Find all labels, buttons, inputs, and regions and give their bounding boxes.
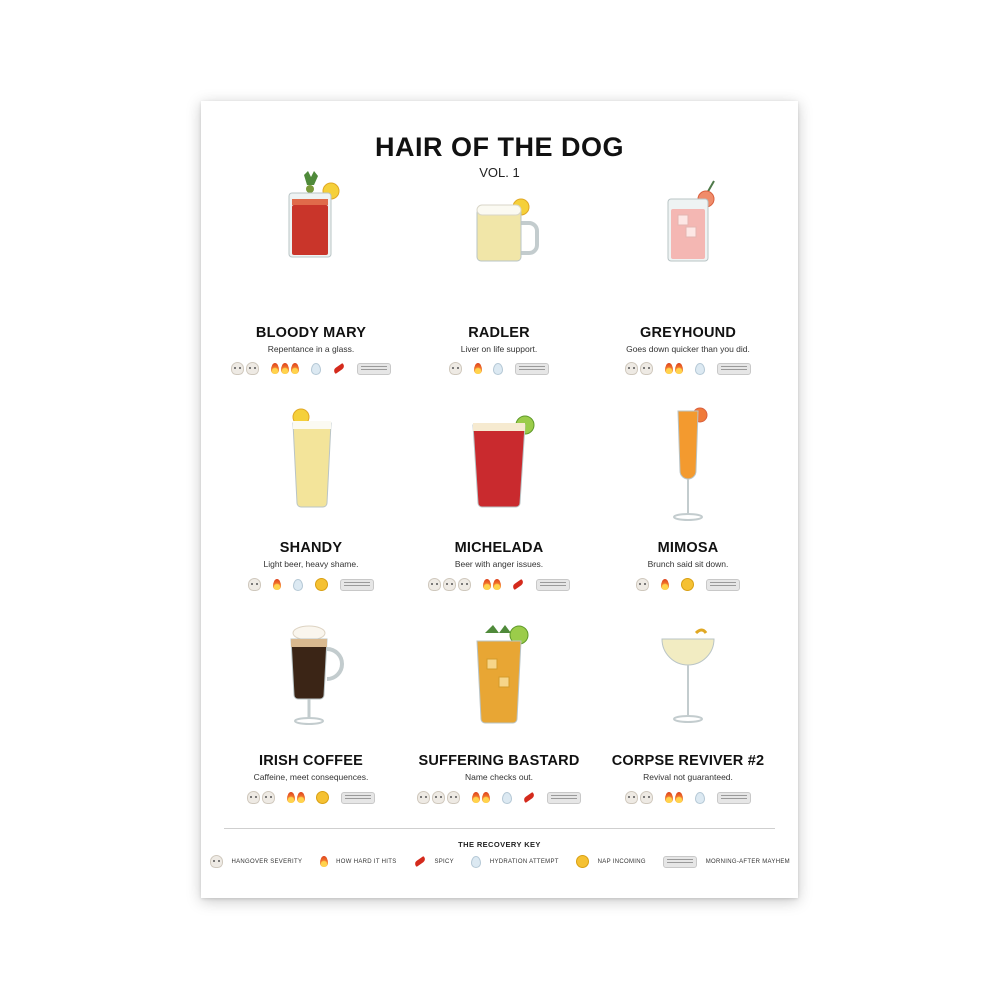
text-message-icon	[340, 579, 374, 591]
drink-name: MICHELADA	[454, 540, 544, 556]
rating-icons	[404, 578, 594, 592]
chili-pepper-icon	[512, 579, 525, 590]
drink-card-suffering-bastard	[404, 619, 594, 819]
legend-label: HOW HARD IT HITS	[336, 858, 397, 865]
text-message-icon	[357, 363, 391, 375]
skull-icon	[458, 578, 471, 591]
water-drop-icon	[471, 856, 481, 868]
skull-icon	[640, 362, 653, 375]
drink-card-bloody-mary	[216, 165, 406, 385]
sleepy-face-icon	[576, 855, 589, 868]
text-message-icon	[717, 792, 751, 804]
drink-name: RADLER	[468, 325, 530, 341]
water-drop-icon	[311, 363, 321, 375]
sleepy-face-icon	[316, 791, 329, 804]
drink-name: SUFFERING BASTARD	[418, 753, 580, 769]
legend-item-mayhem	[662, 853, 790, 871]
skull-icon	[443, 578, 456, 591]
key-divider	[224, 828, 775, 829]
bloody-mary-glass-icon	[261, 165, 361, 265]
fire-icon	[320, 856, 328, 867]
poster-title: HAIR OF THE DOG	[375, 132, 624, 162]
skull-icon	[210, 855, 223, 868]
skull-icon	[640, 791, 653, 804]
skull-icon	[636, 578, 649, 591]
fire-icon	[482, 792, 490, 803]
water-drop-icon	[502, 792, 512, 804]
mimosa-glass-icon	[638, 403, 738, 528]
chili-pepper-icon	[414, 856, 427, 867]
drink-card-irish-coffee	[216, 619, 406, 819]
legend-item-hydration	[470, 853, 558, 871]
drink-name: GREYHOUND	[639, 325, 737, 341]
water-drop-icon	[695, 363, 705, 375]
text-message-icon	[515, 363, 549, 375]
drink-tagline: Name checks out.	[464, 772, 534, 782]
skull-icon	[625, 362, 638, 375]
rating-icons	[593, 791, 783, 805]
corpse-reviver-glass-icon	[638, 619, 738, 734]
sleepy-face-icon	[315, 578, 328, 591]
fire-icon	[291, 363, 299, 374]
drink-tagline: Caffeine, meet consequences.	[253, 772, 369, 782]
chili-pepper-icon	[332, 363, 345, 374]
rating-icons	[404, 362, 594, 376]
text-message-icon	[717, 363, 751, 375]
fire-icon	[661, 579, 669, 590]
drink-card-shandy	[216, 403, 406, 603]
water-drop-icon	[293, 579, 303, 591]
fire-icon	[665, 792, 673, 803]
drink-tagline: Light beer, heavy shame.	[263, 559, 359, 569]
drink-tagline: Beer with anger issues.	[454, 559, 544, 569]
rating-icons	[593, 578, 783, 592]
drink-card-corpse-reviver	[593, 619, 783, 819]
legend-label: HANGOVER SEVERITY	[231, 858, 303, 865]
poster	[201, 101, 798, 898]
skull-icon	[449, 362, 462, 375]
drink-tagline: Repentance in a glass.	[267, 344, 355, 354]
legend-item-spicy	[413, 853, 454, 871]
legend-item-hangover	[209, 853, 302, 871]
rating-icons	[216, 362, 406, 376]
greyhound-glass-icon	[638, 165, 738, 265]
shandy-glass-icon	[261, 403, 361, 528]
legend-item-nap	[575, 853, 646, 871]
suffering-bastard-glass-icon	[449, 619, 549, 734]
legend-label: HYDRATION ATTEMPT	[489, 858, 559, 865]
skull-icon	[248, 578, 261, 591]
water-drop-icon	[493, 363, 503, 375]
drink-tagline: Revival not guaranteed.	[643, 772, 733, 782]
skull-icon	[428, 578, 441, 591]
radler-glass-icon	[449, 165, 549, 265]
drink-name: IRISH COFFEE	[259, 753, 363, 769]
fire-icon	[493, 579, 501, 590]
text-message-icon	[706, 579, 740, 591]
skull-icon	[262, 791, 275, 804]
drink-tagline: Liver on life support.	[460, 344, 538, 354]
fire-icon	[297, 792, 305, 803]
legend-label: MORNING-AFTER MAYHEM	[705, 858, 790, 865]
rating-icons	[593, 362, 783, 376]
fire-icon	[483, 579, 491, 590]
irish-coffee-glass-icon	[261, 619, 361, 734]
chili-pepper-icon	[523, 792, 536, 803]
legend-item-hits	[319, 853, 397, 871]
fire-icon	[474, 363, 482, 374]
drink-name: CORPSE REVIVER #2	[611, 753, 765, 769]
sleepy-face-icon	[681, 578, 694, 591]
drink-card-greyhound	[593, 165, 783, 385]
fire-icon	[281, 363, 289, 374]
skull-icon	[246, 362, 259, 375]
michelada-glass-icon	[449, 403, 549, 528]
skull-icon	[417, 791, 430, 804]
drink-card-mimosa	[593, 403, 783, 603]
skull-icon	[247, 791, 260, 804]
text-message-icon	[663, 856, 697, 868]
fire-icon	[472, 792, 480, 803]
fire-icon	[271, 363, 279, 374]
skull-icon	[231, 362, 244, 375]
fire-icon	[287, 792, 295, 803]
drink-tagline: Goes down quicker than you did.	[626, 344, 750, 354]
skull-icon	[447, 791, 460, 804]
fire-icon	[665, 363, 673, 374]
text-message-icon	[341, 792, 375, 804]
fire-icon	[675, 363, 683, 374]
fire-icon	[675, 792, 683, 803]
skull-icon	[625, 791, 638, 804]
water-drop-icon	[695, 792, 705, 804]
rating-icons	[404, 791, 594, 805]
rating-icons	[216, 578, 406, 592]
drink-name: SHANDY	[279, 540, 343, 556]
drink-tagline: Brunch said sit down.	[647, 559, 729, 569]
text-message-icon	[547, 792, 581, 804]
fire-icon	[273, 579, 281, 590]
legend-label: NAP INCOMING	[597, 858, 646, 865]
legend-label: SPICY	[434, 858, 454, 865]
poster-subtitle: VOL. 1	[479, 165, 520, 180]
drink-name: MIMOSA	[657, 540, 719, 556]
recovery-key-legend	[201, 853, 798, 871]
drink-card-michelada	[404, 403, 594, 603]
recovery-key-title: THE RECOVERY KEY	[458, 840, 541, 849]
rating-icons	[216, 791, 406, 805]
skull-icon	[432, 791, 445, 804]
drink-card-radler	[404, 165, 594, 385]
text-message-icon	[536, 579, 570, 591]
drink-name: BLOODY MARY	[255, 325, 367, 341]
